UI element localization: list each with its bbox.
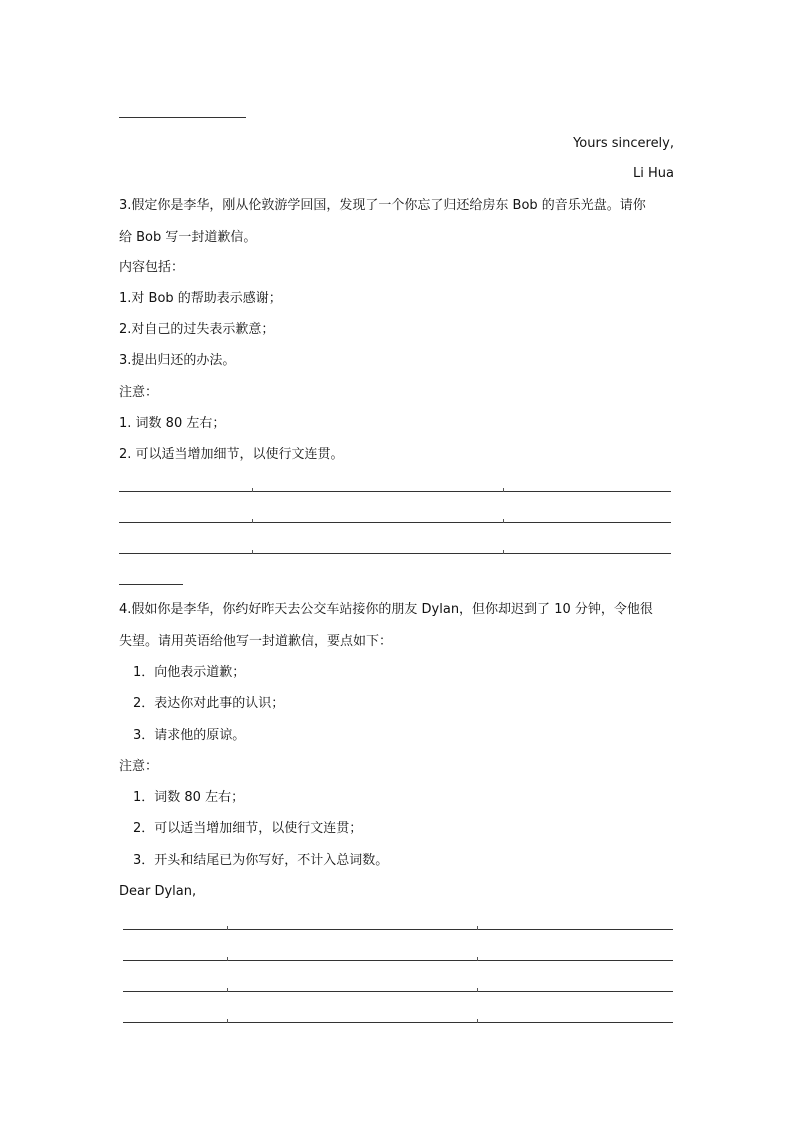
writing-line: [123, 1022, 673, 1023]
writing-line: [119, 522, 671, 523]
signature: Li Hua: [633, 166, 674, 181]
writing-line: [119, 491, 671, 492]
line-divider: [227, 926, 228, 930]
writing-line: [123, 991, 673, 992]
q4-salutation: Dear Dylan,: [119, 884, 197, 899]
writing-line: [119, 553, 671, 554]
writing-line: [123, 960, 673, 961]
writing-line: [123, 929, 673, 930]
line-divider: [252, 519, 253, 523]
line-divider: [477, 1019, 478, 1023]
q4-prompt-line-1: 4.假如你是李华，你约好昨天去公交车站接你的朋友 Dylan，但你却迟到了 10 分钟，令他很: [119, 602, 653, 617]
q3-point-2: 2.对自己的过失表示歉意；: [119, 322, 275, 337]
q3-point-3: 3.提出归还的办法。: [119, 353, 236, 368]
q4-note-2: 2．可以适当增加细节，以使行文连贯；: [133, 821, 363, 836]
line-divider: [227, 1019, 228, 1023]
line-divider: [503, 550, 504, 554]
line-divider: [227, 988, 228, 992]
q3-prompt-line-1: 3.假定你是李华，刚从伦敦游学回国，发现了一个你忘了归还给房东 Bob 的音乐光盘。请你: [119, 198, 646, 213]
q3-point-1: 1.对 Bob 的帮助表示感谢；: [119, 291, 282, 306]
line-divider: [227, 957, 228, 961]
sign-off: Yours sincerely,: [573, 136, 674, 151]
q3-note-2: 2. 可以适当增加细节，以使行文连贯。: [119, 447, 344, 462]
line-divider: [477, 988, 478, 992]
q4-notes-heading: 注意：: [119, 759, 159, 774]
line-divider: [477, 957, 478, 961]
q3-content-heading: 内容包括：: [119, 260, 185, 275]
q3-prompt-line-2: 给 Bob 写一封道歉信。: [119, 230, 257, 245]
q4-prompt-line-2: 失望。请用英语给他写一封道歉信，要点如下：: [119, 634, 393, 649]
line-divider: [503, 519, 504, 523]
line-divider: [252, 550, 253, 554]
line-divider: [252, 488, 253, 492]
line-divider: [477, 926, 478, 930]
q4-note-3: 3．开头和结尾已为你写好，不计入总词数。: [133, 853, 389, 868]
line-divider: [503, 488, 504, 492]
q3-notes-heading: 注意：: [119, 385, 159, 400]
q4-note-1: 1．词数 80 左右；: [133, 790, 245, 805]
q4-point-1: 1．向他表示道歉；: [133, 665, 246, 680]
writing-line-short: [119, 584, 183, 585]
q4-point-3: 3．请求他的原谅。: [133, 728, 246, 743]
answer-line-top: [119, 117, 246, 118]
q3-note-1: 1. 词数 80 左右；: [119, 416, 226, 431]
q4-point-2: 2．表达你对此事的认识；: [133, 696, 285, 711]
